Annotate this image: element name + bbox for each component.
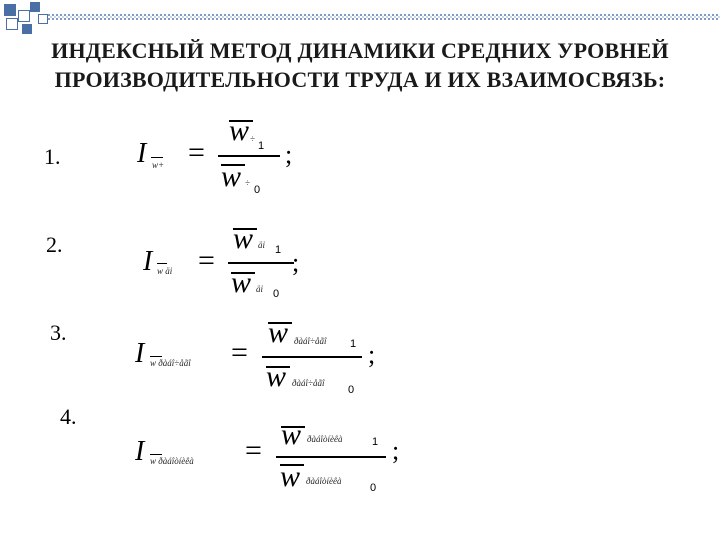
index-subscript: w+ [152, 160, 165, 170]
numerator-period: 1 [372, 436, 379, 448]
numerator-symbol: w [268, 316, 289, 349]
numerator-symbol: w [281, 418, 302, 451]
item-number: 3. [50, 320, 67, 345]
denominator-period: 0 [254, 184, 261, 196]
fraction-bar [228, 262, 294, 264]
index-subscript: w äi [157, 266, 173, 276]
index-subscript: w ðàáîòíèêà [150, 456, 194, 466]
index-subscript: w ðàáî÷åãî [150, 358, 191, 368]
denominator-subscript: äi [256, 284, 264, 294]
numerator-symbol: w [233, 222, 254, 255]
numerator-period: 1 [258, 140, 265, 152]
equals-sign: = [245, 434, 262, 467]
numerator-subscript: ðàáî÷åãî [294, 336, 327, 346]
denominator-subscript: ðàáîòíèêà [306, 476, 342, 486]
deco-square-filled [22, 24, 32, 34]
numerator-subscript: ðàáîòíèêà [307, 434, 343, 444]
denominator-symbol: w [266, 360, 287, 393]
mean-overline [157, 263, 167, 264]
denominator-period: 0 [273, 288, 280, 300]
denominator-period: 0 [370, 482, 377, 494]
equals-sign: = [198, 244, 215, 277]
fraction-bar [276, 456, 386, 458]
fraction-bar [262, 356, 362, 358]
deco-square-filled [30, 2, 40, 12]
fraction-bar [218, 155, 280, 157]
formula-terminator: ; [368, 340, 376, 369]
item-number: 4. [60, 404, 77, 429]
mean-overline [150, 454, 162, 455]
numerator-period: 1 [275, 244, 282, 256]
formula-terminator: ; [292, 248, 300, 277]
numerator-subscript: ÷ [250, 134, 255, 144]
denominator-subscript: ðàáî÷åãî [292, 378, 325, 388]
header-rule [0, 14, 720, 20]
equals-sign: = [188, 136, 205, 169]
slide-title: ИНДЕКСНЫЙ МЕТОД ДИНАМИКИ СРЕДНИХ УРОВНЕЙ ПРОИЗВОДИТЕЛЬНОСТИ ТРУДА И ИХ ВЗАИМОСВЯЗЬ: [51, 38, 669, 92]
numerator-subscript: äi [258, 240, 266, 250]
denominator-symbol: w [280, 460, 301, 493]
mean-overline [151, 157, 163, 158]
index-symbol: I [143, 246, 153, 277]
index-symbol: I [137, 138, 147, 169]
denominator-period: 0 [348, 384, 355, 396]
denominator-symbol: w [231, 266, 252, 299]
numerator-symbol: w [229, 114, 250, 147]
equals-sign: = [231, 336, 248, 369]
index-symbol: I [135, 436, 145, 467]
mean-overline [150, 356, 162, 357]
denominator-subscript: ÷ [245, 178, 250, 188]
numerator-period: 1 [350, 338, 357, 350]
formula-terminator: ; [285, 140, 293, 169]
item-number: 1. [44, 144, 61, 169]
item-number: 2. [46, 232, 63, 257]
denominator-symbol: w [221, 160, 242, 193]
formula-terminator: ; [392, 436, 400, 465]
index-symbol: I [135, 338, 145, 369]
